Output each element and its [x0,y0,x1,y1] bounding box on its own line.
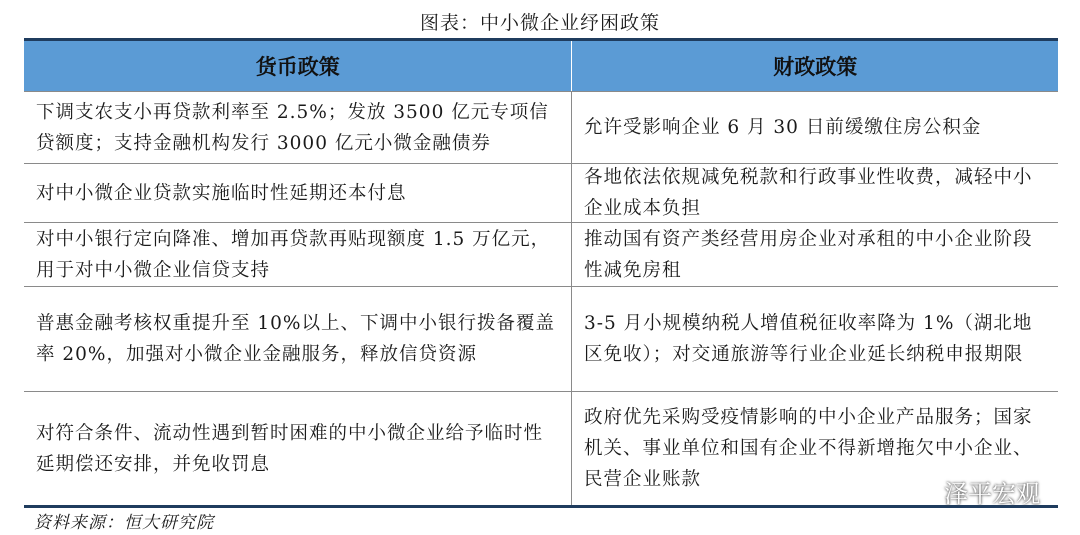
fiscal-cell: 允许受影响企业 6 月 30 日前缓缴住房公积金 [584,117,982,138]
table-row [24,91,1058,163]
table-row [24,222,1058,286]
header-fiscal: 财政政策 [773,54,858,79]
monetary-cell: 对中小银行定向降准、增加再贷款再贴现额度 1.5 万亿元，用于对中小微企业信贷支持 [24,223,572,286]
header-monetary: 货币政策 [24,41,572,91]
watermark-text: 泽平宏观 [944,480,1040,508]
fiscal-cell: 3-5 月小规模纳税人增值税征收率降为 1%（湖北地区免收）；对交通旅游等行业企业延长纳税申报期限 [584,313,1033,365]
wechat-icon [908,479,938,505]
table-row [24,286,1058,391]
monetary-cell: 对中小微企业贷款实施临时性延期还本付息 [24,164,572,222]
fiscal-cell: 各地依法依规减免税款和行政事业性收费，减轻中小企业成本负担 [584,167,1033,219]
table-header [24,41,1058,91]
monetary-cell: 下调支农支小再贷款利率至 2.5%；发放 3500 亿元专项信贷额度；支持金融机构发行 3000 亿元小微金融债券 [24,92,572,163]
watermark [908,474,1040,509]
table-row [24,391,1058,505]
policy-table [24,38,1058,508]
source-note: 资料来源：恒大研究院 [34,513,214,533]
fiscal-cell: 推动国有资产类经营用房企业对承租的中小企业阶段性减免房租 [584,228,1033,281]
fiscal-cell: 政府优先采购受疫情影响的中小企业产品服务；国家机关、事业单位和国有企业不得新增拖欠中小企业、民营企业账款 [584,407,1033,490]
table-row [24,163,1058,222]
figure-title: 图表：中小微企业纾困政策 [419,12,660,34]
monetary-cell: 普惠金融考核权重提升至 10%以上、下调中小银行拨备覆盖率 20%，加强对小微企业金融服务，释放信贷资源 [24,287,572,391]
monetary-cell: 对符合条件、流动性遇到暂时困难的中小微企业给予临时性延期偿还安排，并免收罚息 [24,392,572,505]
